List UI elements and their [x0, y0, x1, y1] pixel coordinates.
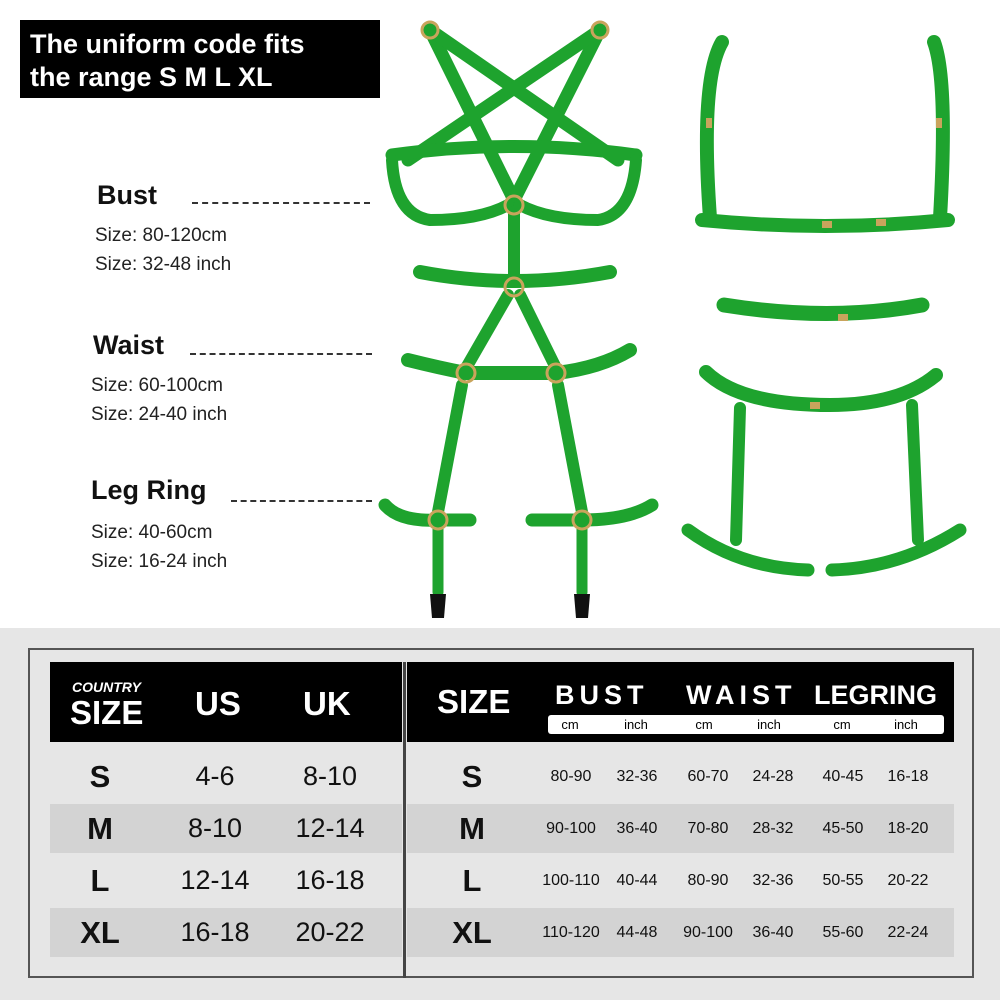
- waist-inch-cell: 32-36: [752, 872, 794, 889]
- leg-cm-cell: 45-50: [822, 820, 864, 837]
- unit-label: cm: [561, 717, 579, 732]
- size-label: SIZE: [437, 683, 511, 720]
- leg-cm-cell: 40-45: [822, 768, 864, 785]
- waist-cm-cell: 90-100: [683, 924, 733, 941]
- leg-cm-cell: 50-55: [822, 872, 864, 889]
- leg-inch-cell: 16-18: [887, 768, 929, 785]
- table-divider: [403, 662, 406, 978]
- bust-inch-cell: 44-48: [616, 924, 658, 941]
- spec-title: Leg Ring: [91, 475, 207, 505]
- bust-label: BUST: [555, 680, 649, 710]
- uk-cell: 20-22: [295, 917, 365, 947]
- us-label: US: [195, 685, 241, 722]
- spec-title: Bust: [97, 180, 157, 210]
- spec-size-inch: Size: 24-40 inch: [91, 404, 228, 425]
- table-row: [50, 856, 402, 905]
- spec-size-inch: Size: 32-48 inch: [95, 254, 232, 275]
- size-label: SIZE: [70, 694, 144, 731]
- back-sliders: [706, 118, 942, 409]
- waist-inch-cell: 28-32: [752, 820, 794, 837]
- uk-cell: 12-14: [295, 813, 365, 843]
- bust-cm-cell: 100-110: [542, 872, 600, 889]
- bust-cm-cell: 110-120: [542, 924, 600, 941]
- spec-size-cm: Size: 40-60cm: [91, 522, 213, 543]
- size-cell: L: [462, 863, 482, 898]
- spec-size-cm: Size: 80-120cm: [95, 225, 228, 246]
- us-cell: 8-10: [187, 813, 243, 843]
- size-cell: M: [87, 811, 113, 846]
- back-view: [688, 42, 960, 570]
- front-rings: [422, 22, 608, 529]
- table-row: [50, 752, 402, 801]
- size-cell: S: [89, 759, 111, 794]
- waist-cm-cell: 70-80: [687, 820, 729, 837]
- size-cell: XL: [80, 915, 120, 950]
- waist-inch-cell: 24-28: [752, 768, 794, 785]
- waist-inch-cell: 36-40: [752, 924, 794, 941]
- table-row: [407, 804, 954, 853]
- unit-label: inch: [894, 717, 918, 732]
- leg-inch-cell: 20-22: [887, 872, 929, 889]
- waist-label: WAIST: [686, 680, 797, 710]
- us-cell: 12-14: [180, 865, 250, 895]
- size-cell: M: [459, 811, 485, 846]
- size-cell: XL: [452, 915, 492, 950]
- unit-label: inch: [624, 717, 648, 732]
- units-row: [548, 715, 944, 734]
- country-size-header: [50, 662, 402, 742]
- table-row: [407, 752, 954, 801]
- size-cell: L: [90, 863, 110, 898]
- table-row: [407, 908, 954, 957]
- uk-cell: 8-10: [302, 761, 358, 791]
- front-view: [385, 30, 652, 592]
- garter-clips: [430, 594, 590, 618]
- bust-cm-cell: 80-90: [550, 768, 592, 785]
- leader-line: [190, 353, 372, 355]
- leader-line: [231, 500, 372, 502]
- leg-cm-cell: 55-60: [822, 924, 864, 941]
- unit-label: cm: [695, 717, 713, 732]
- waist-cm-cell: 80-90: [687, 872, 729, 889]
- waist-cm-cell: 60-70: [687, 768, 729, 785]
- unit-label: cm: [833, 717, 851, 732]
- spec-size-cm: Size: 60-100cm: [91, 375, 224, 396]
- uk-label: UK: [303, 685, 351, 722]
- leg-inch-cell: 22-24: [887, 924, 929, 941]
- unit-label: inch: [757, 717, 781, 732]
- leader-line: [192, 202, 370, 204]
- size-cell: S: [461, 759, 483, 794]
- country-label: COUNTRY: [72, 679, 141, 695]
- bust-inch-cell: 36-40: [616, 820, 658, 837]
- headline-line-1: The uniform code fits: [30, 29, 305, 59]
- bust-inch-cell: 32-36: [616, 768, 658, 785]
- spec-size-inch: Size: 16-24 inch: [91, 551, 228, 572]
- bust-inch-cell: 40-44: [616, 872, 658, 889]
- bust-cm-cell: 90-100: [546, 820, 596, 837]
- table-row: [407, 856, 954, 905]
- us-cell: 16-18: [180, 917, 250, 947]
- legring-label: LEGRING: [814, 680, 938, 710]
- table-row: [50, 804, 402, 853]
- uk-cell: 16-18: [295, 865, 365, 895]
- headline-line-2: the range S M L XL: [30, 62, 273, 92]
- leg-inch-cell: 18-20: [887, 820, 929, 837]
- table-row: [50, 908, 402, 957]
- headline-banner: [20, 20, 380, 98]
- spec-title: Waist: [93, 330, 165, 360]
- us-cell: 4-6: [195, 761, 235, 791]
